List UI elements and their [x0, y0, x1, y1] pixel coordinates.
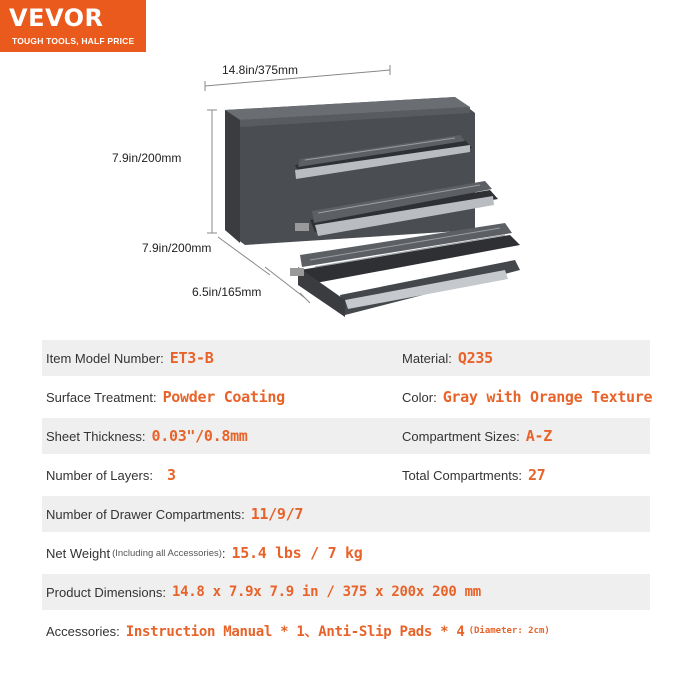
- spec-row: [42, 340, 650, 376]
- width-label: 14.8in/375mm: [222, 63, 299, 77]
- depth-label: 7.9in/200mm: [142, 241, 212, 255]
- drawer-latch: [295, 223, 309, 231]
- spec-dimensions: Product Dimensions : 14.8 x 7.9x 7.9 in / 375 x 200x 200 mm: [46, 584, 481, 600]
- spec-accessories: Accessories : Instruction Manual * 1、Anti-Slip Pads * 4 (Diameter: 2cm): [46, 623, 550, 640]
- spec-model: Item Model Number : ET3-B: [46, 349, 214, 367]
- spec-surface: Surface Treatment : Powder Coating: [46, 388, 285, 406]
- spec-row: [42, 496, 650, 532]
- spec-row: [42, 535, 650, 571]
- spec-row: [42, 418, 650, 454]
- brand-logo: [0, 0, 146, 52]
- spec-weight: Net Weight (Including all Accessories) : 15.4 lbs / 7 kg: [46, 544, 363, 562]
- spec-thickness: Sheet Thickness : 0.03"/0.8mm: [46, 427, 248, 445]
- height-label: 7.9in/200mm: [112, 151, 182, 165]
- brand-tagline: TOUGH TOOLS, HALF PRICE: [12, 36, 135, 46]
- spec-sizes: Compartment Sizes : A-Z: [402, 427, 552, 445]
- drawer-extension-label: 6.5in/165mm: [192, 285, 262, 299]
- spec-row: [42, 613, 650, 649]
- cabinet-drawing: [0, 55, 679, 335]
- spec-row: [42, 379, 653, 415]
- brand-name: VEVOR: [9, 4, 104, 32]
- spec-drawer-compartments: Number of Drawer Compartments : 11/9/7: [46, 505, 304, 523]
- spec-color: Color : Gray with Orange Texture: [402, 388, 653, 406]
- spec-total: Total Compartments : 27: [402, 466, 546, 484]
- product-illustration: [0, 55, 679, 335]
- spec-row: [42, 574, 650, 610]
- spec-row: [42, 457, 650, 493]
- spec-material: Material : Q235: [402, 349, 493, 367]
- drawer-latch: [290, 268, 304, 276]
- spec-layers: Number of Layers : 3: [46, 466, 176, 484]
